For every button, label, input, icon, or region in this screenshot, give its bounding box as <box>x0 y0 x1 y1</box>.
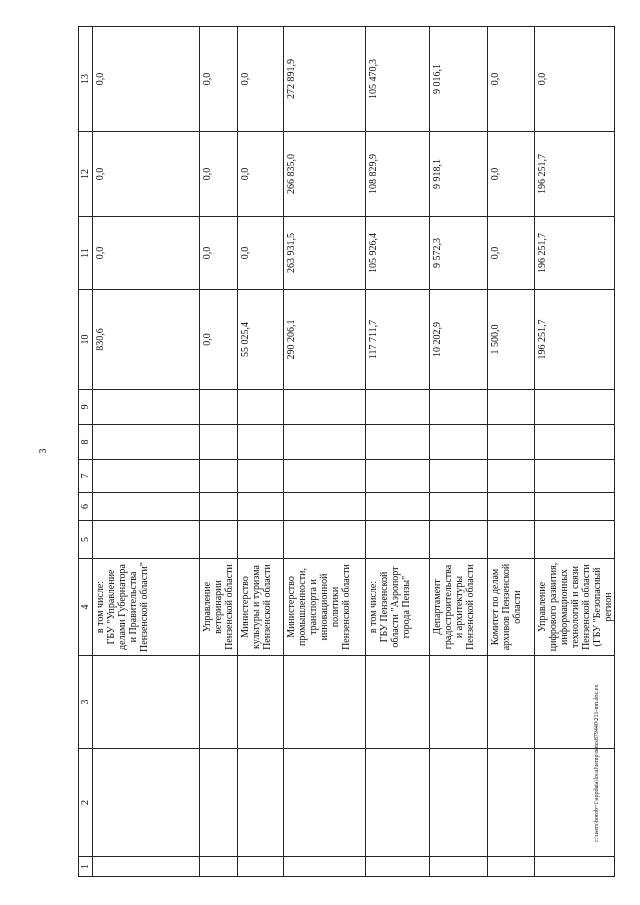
amount-cell-col-13: 272 891,9 <box>284 27 366 132</box>
empty-cell-col-9 <box>430 390 488 425</box>
recipient-name-cell: Департамент градостроительства и архитектуры Пензенской области <box>430 559 488 656</box>
amount-cell-col-12: 9 918,1 <box>430 132 488 217</box>
empty-cell-col-6 <box>535 493 615 521</box>
empty-cell-col-1 <box>366 857 430 877</box>
amount-cell-col-10: 1 500,0 <box>488 290 535 390</box>
amount-cell-col-10: 55 025,4 <box>238 290 284 390</box>
empty-cell-col-6 <box>488 493 535 521</box>
empty-cell-col-9 <box>488 390 535 425</box>
empty-cell-col-3 <box>238 656 284 749</box>
footer-file-path: c:\users\borob~1\appdata\local\temp\notes879440\211-mn.doc.ex <box>594 684 600 842</box>
amount-cell-col-10: 0,0 <box>200 290 238 390</box>
column-number-row <box>79 27 93 877</box>
empty-cell-col-8 <box>93 425 200 460</box>
empty-cell-col-8 <box>200 425 238 460</box>
amount-cell-col-12: 0,0 <box>93 132 200 217</box>
empty-cell-col-1 <box>488 857 535 877</box>
budget-table <box>78 26 615 877</box>
empty-cell-col-2 <box>535 749 615 857</box>
empty-cell-col-1 <box>93 857 200 877</box>
empty-cell-col-9 <box>238 390 284 425</box>
empty-cell-col-1 <box>238 857 284 877</box>
amount-cell-col-10: 196 251,7 <box>535 290 615 390</box>
empty-cell-col-7 <box>200 460 238 493</box>
recipient-name-cell: Комитет по делам архивов Пензенской области <box>488 559 535 656</box>
empty-cell-col-5 <box>535 521 615 559</box>
amount-cell-col-12: 0,0 <box>200 132 238 217</box>
empty-cell-col-2 <box>200 749 238 857</box>
amount-cell-col-12: 196 251,7 <box>535 132 615 217</box>
amount-cell-col-13: 0,0 <box>238 27 284 132</box>
column-header-12: 12 <box>79 132 93 217</box>
table-row <box>284 27 366 877</box>
empty-cell-col-6 <box>430 493 488 521</box>
empty-cell-col-2 <box>488 749 535 857</box>
column-header-10: 10 <box>79 290 93 390</box>
empty-cell-col-5 <box>238 521 284 559</box>
table-body <box>93 27 615 877</box>
amount-cell-col-12: 108 829,9 <box>366 132 430 217</box>
empty-cell-col-5 <box>366 521 430 559</box>
empty-cell-col-3 <box>430 656 488 749</box>
empty-cell-col-3 <box>93 656 200 749</box>
empty-cell-col-6 <box>284 493 366 521</box>
recipient-name-cell: Министерство промышленности, транспорта и инновационной политики Пензенской области <box>284 559 366 656</box>
empty-cell-col-6 <box>93 493 200 521</box>
column-header-4: 4 <box>79 559 93 656</box>
table-row <box>430 27 488 877</box>
recipient-name-cell: Управление ветеринарии Пензенской области <box>200 559 238 656</box>
empty-cell-col-9 <box>200 390 238 425</box>
empty-cell-col-5 <box>200 521 238 559</box>
table-row <box>366 27 430 877</box>
amount-cell-col-12: 0,0 <box>238 132 284 217</box>
amount-cell-col-11: 0,0 <box>93 217 200 290</box>
empty-cell-col-8 <box>284 425 366 460</box>
empty-cell-col-9 <box>535 390 615 425</box>
empty-cell-col-5 <box>93 521 200 559</box>
amount-cell-col-11: 9 572,3 <box>430 217 488 290</box>
amount-cell-col-12: 266 835,0 <box>284 132 366 217</box>
empty-cell-col-8 <box>366 425 430 460</box>
empty-cell-col-8 <box>535 425 615 460</box>
amount-cell-col-12: 0,0 <box>488 132 535 217</box>
column-header-1: 1 <box>79 857 93 877</box>
amount-cell-col-11: 0,0 <box>200 217 238 290</box>
empty-cell-col-2 <box>366 749 430 857</box>
amount-cell-col-10: 830,6 <box>93 290 200 390</box>
empty-cell-col-7 <box>93 460 200 493</box>
column-header-11: 11 <box>79 217 93 290</box>
column-header-6: 6 <box>79 493 93 521</box>
empty-cell-col-7 <box>535 460 615 493</box>
amount-cell-col-11: 0,0 <box>238 217 284 290</box>
empty-cell-col-5 <box>284 521 366 559</box>
empty-cell-col-7 <box>238 460 284 493</box>
column-header-3: 3 <box>79 656 93 749</box>
amount-cell-col-10: 10 202,9 <box>430 290 488 390</box>
column-header-7: 7 <box>79 460 93 493</box>
column-header-5: 5 <box>79 521 93 559</box>
amount-cell-col-11: 263 931,5 <box>284 217 366 290</box>
recipient-name-cell: в том числе: ГБУ "Управление делами Губернатора и Правительства Пензенской области" <box>93 559 200 656</box>
amount-cell-col-13: 105 470,3 <box>366 27 430 132</box>
amount-cell-col-13: 0,0 <box>93 27 200 132</box>
empty-cell-col-8 <box>430 425 488 460</box>
empty-cell-col-9 <box>366 390 430 425</box>
empty-cell-col-2 <box>238 749 284 857</box>
amount-cell-col-13: 9 016,1 <box>430 27 488 132</box>
table-row <box>488 27 535 877</box>
empty-cell-col-6 <box>238 493 284 521</box>
empty-cell-col-3 <box>535 656 615 749</box>
amount-cell-col-10: 117 711,7 <box>366 290 430 390</box>
table-row <box>200 27 238 877</box>
column-header-9: 9 <box>79 390 93 425</box>
empty-cell-col-5 <box>488 521 535 559</box>
column-header-2: 2 <box>79 749 93 857</box>
empty-cell-col-6 <box>200 493 238 521</box>
amount-cell-col-13: 0,0 <box>200 27 238 132</box>
empty-cell-col-2 <box>430 749 488 857</box>
amount-cell-col-11: 196 251,7 <box>535 217 615 290</box>
column-header-13: 13 <box>79 27 93 132</box>
recipient-name-cell: Министерство культуры и туризма Пензенской области <box>238 559 284 656</box>
empty-cell-col-2 <box>284 749 366 857</box>
empty-cell-col-5 <box>430 521 488 559</box>
table-row <box>535 27 615 877</box>
empty-cell-col-3 <box>284 656 366 749</box>
amount-cell-col-10: 290 206,1 <box>284 290 366 390</box>
empty-cell-col-9 <box>93 390 200 425</box>
empty-cell-col-6 <box>366 493 430 521</box>
table-row <box>93 27 200 877</box>
recipient-name-cell: Управление цифрового развития, информационных технологий и связи Пензенской области (ГБУ "Безопасный регион <box>535 559 615 656</box>
empty-cell-col-3 <box>488 656 535 749</box>
empty-cell-col-7 <box>284 460 366 493</box>
amount-cell-col-13: 0,0 <box>535 27 615 132</box>
empty-cell-col-7 <box>430 460 488 493</box>
empty-cell-col-3 <box>366 656 430 749</box>
empty-cell-col-1 <box>200 857 238 877</box>
amount-cell-col-11: 0,0 <box>488 217 535 290</box>
amount-cell-col-13: 0,0 <box>488 27 535 132</box>
empty-cell-col-2 <box>93 749 200 857</box>
empty-cell-col-7 <box>488 460 535 493</box>
empty-cell-col-8 <box>238 425 284 460</box>
table-row <box>238 27 284 877</box>
page-number: 3 <box>38 448 49 454</box>
empty-cell-col-3 <box>200 656 238 749</box>
empty-cell-col-1 <box>284 857 366 877</box>
amount-cell-col-11: 105 926,4 <box>366 217 430 290</box>
empty-cell-col-8 <box>488 425 535 460</box>
empty-cell-col-7 <box>366 460 430 493</box>
empty-cell-col-1 <box>430 857 488 877</box>
recipient-name-cell: в том числе: ГБУ Пензенской области "Аэропорт города Пензы" <box>366 559 430 656</box>
column-header-8: 8 <box>79 425 93 460</box>
empty-cell-col-9 <box>284 390 366 425</box>
empty-cell-col-1 <box>535 857 615 877</box>
